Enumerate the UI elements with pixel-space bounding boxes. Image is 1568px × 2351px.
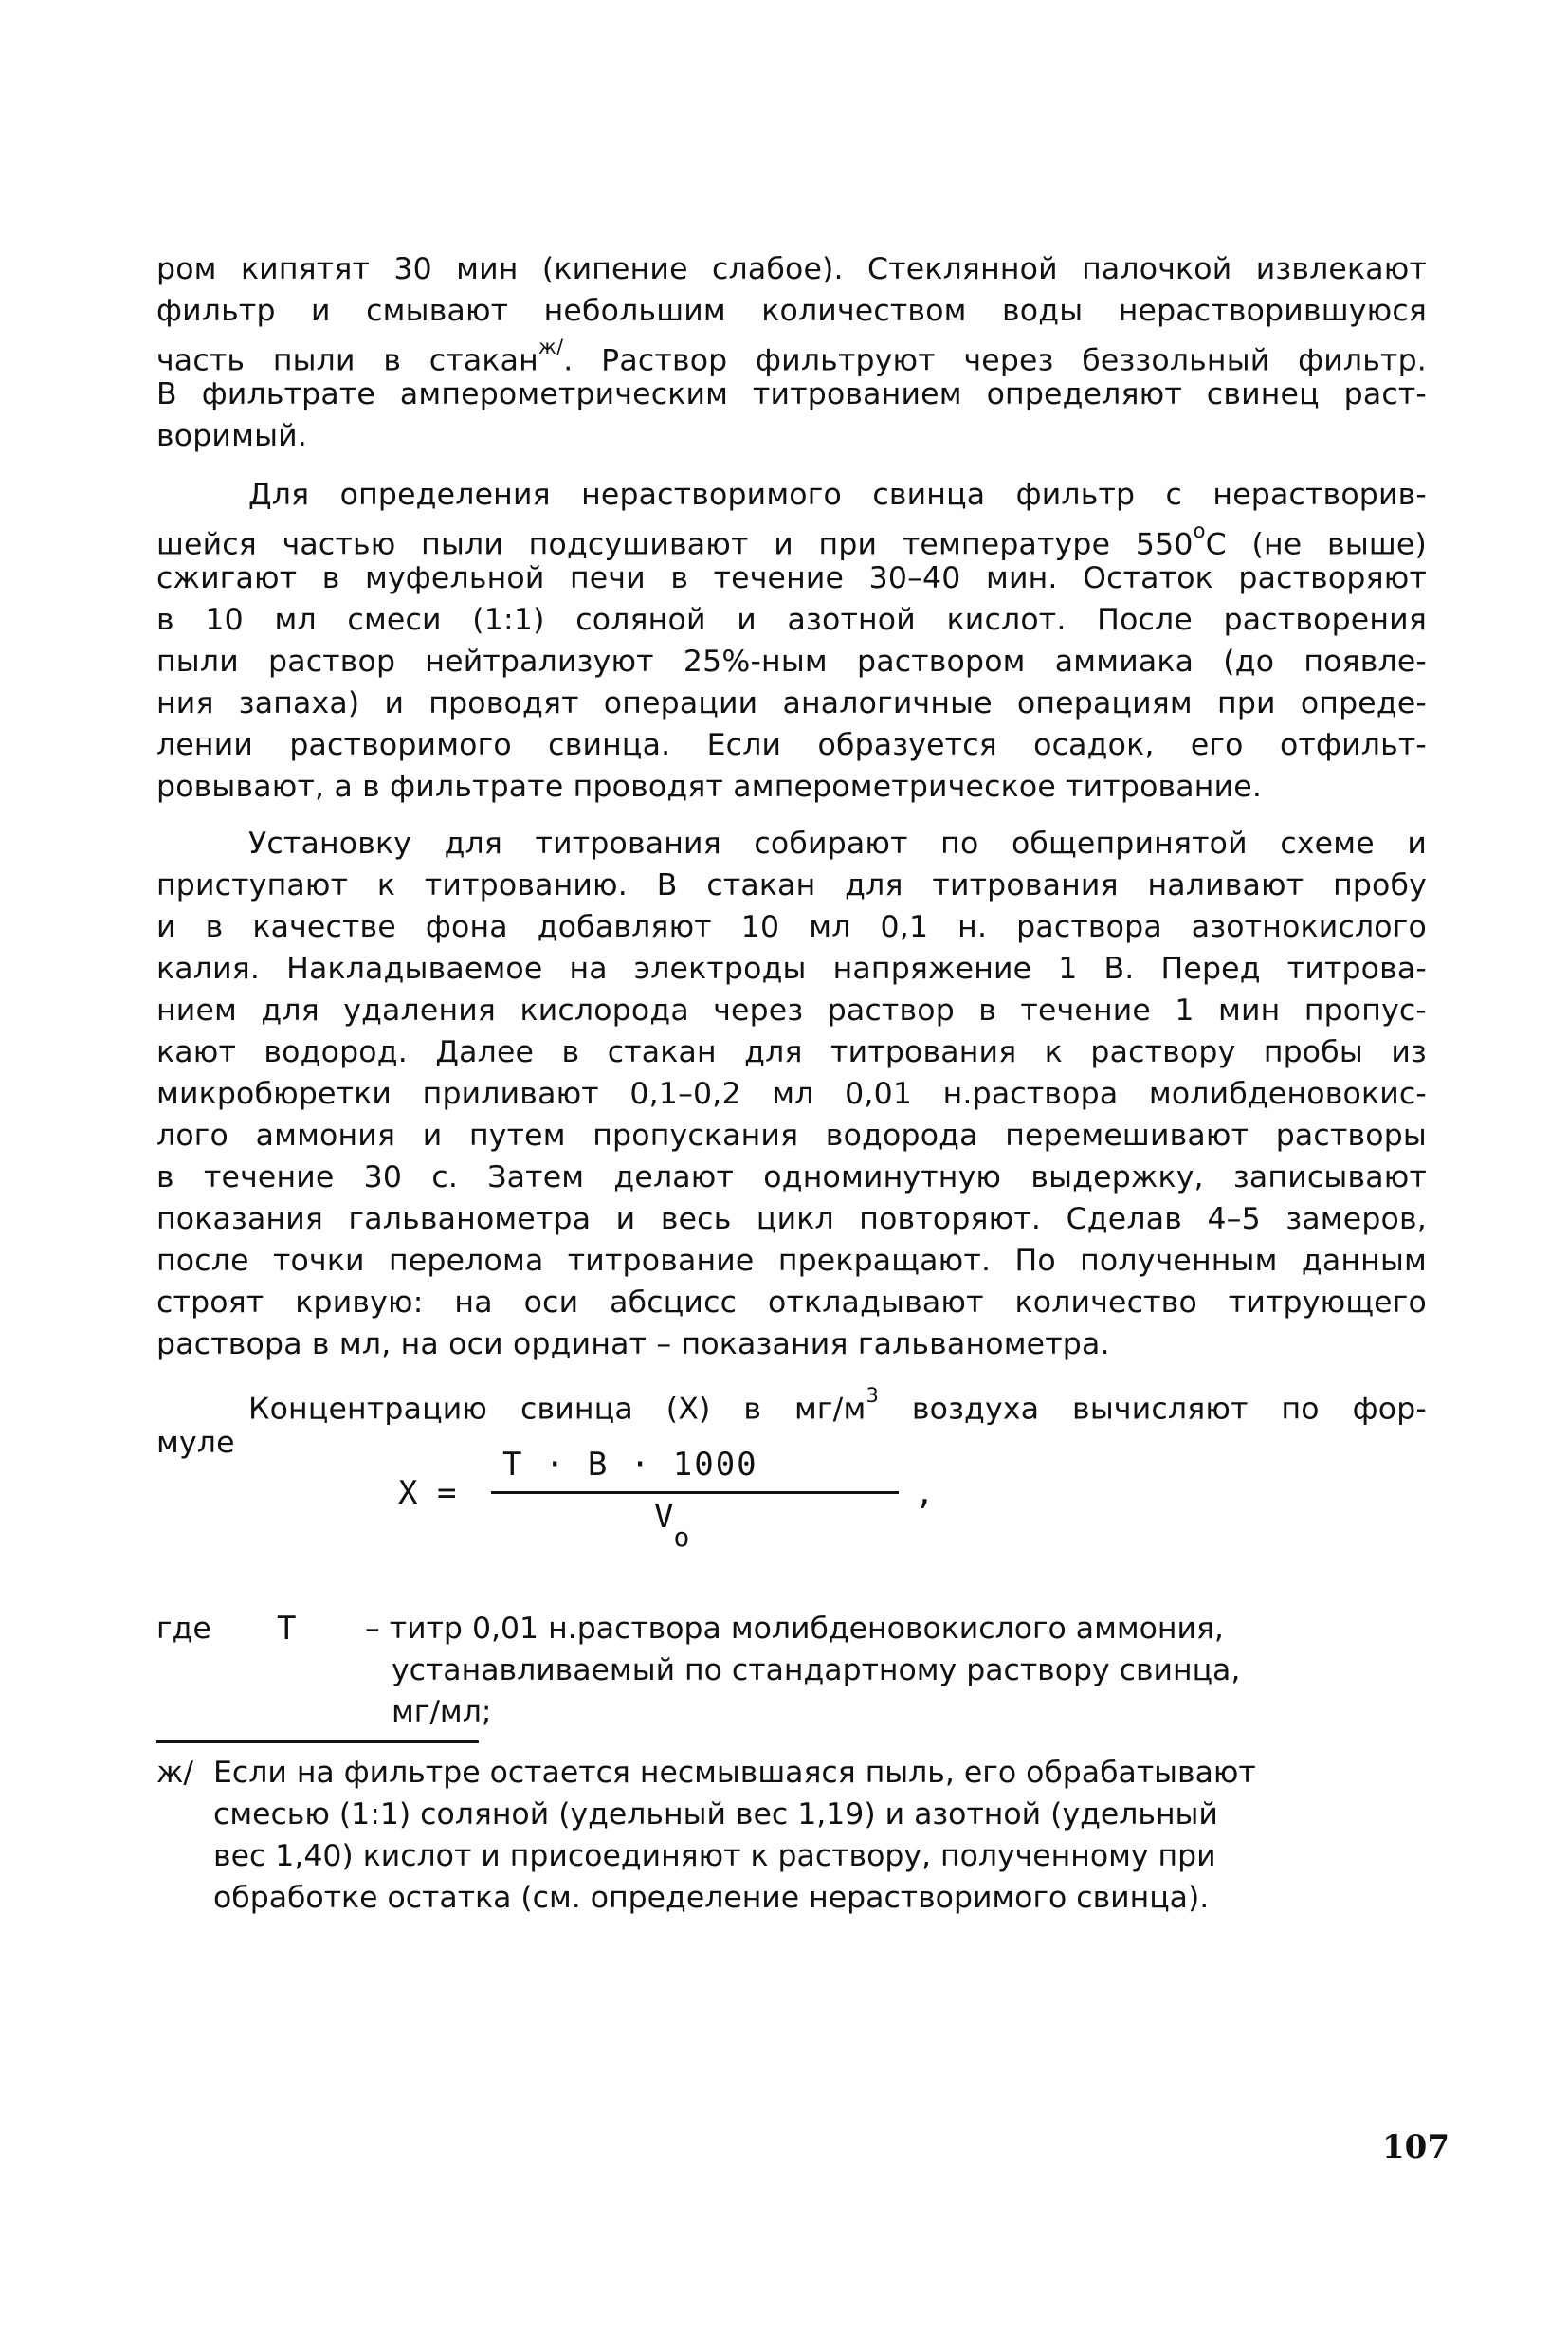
superscript-3: 3 bbox=[866, 1384, 879, 1407]
text-line: воримый. bbox=[156, 419, 308, 453]
text-fragment: Концентрацию свинца (X) в мг/м bbox=[248, 1392, 866, 1427]
formula-trailing-comma: , bbox=[915, 1474, 935, 1512]
degree-mark: о bbox=[1193, 519, 1206, 542]
text-line: нием для удаления кислорода через раствор в течение 1 мин пропус- bbox=[156, 993, 1427, 1028]
text-line: муле bbox=[156, 1426, 235, 1460]
footnote-line: вес 1,40) кислот и присоединяют к раствору, полученному при bbox=[213, 1839, 1216, 1873]
formula-numerator: T · B · 1000 bbox=[502, 1446, 758, 1484]
text-line: Установку для титрования собирают по общепринятой схеме и bbox=[248, 827, 1427, 861]
text-line: после точки перелома титрование прекращают. По полученным данным bbox=[156, 1244, 1427, 1278]
text-line: в 10 мл смеси (1:1) соляной и азотной кислот. После растворения bbox=[156, 603, 1427, 637]
formula-lhs: X = bbox=[398, 1474, 457, 1512]
text-fragment: часть пыли в стакан bbox=[156, 343, 538, 378]
text-line: ния запаха) и проводят операции аналогичные операциям при опреде- bbox=[156, 686, 1427, 720]
footnote-rule bbox=[156, 1740, 479, 1743]
formula-denominator-sub: o bbox=[673, 1521, 690, 1553]
text-line: лого аммония и путем пропускания водорода перемешивают растворы bbox=[156, 1119, 1427, 1153]
text-fragment: воздуха вычисляют по фор- bbox=[879, 1392, 1427, 1427]
text-line: показания гальванометра и весь цикл повторяют. Сделав 4–5 замеров, bbox=[156, 1202, 1427, 1236]
definition-line: устанавливаемый по стандартному раствору свинца, bbox=[392, 1653, 1241, 1687]
text-line: микробюретки приливают 0,1–0,2 мл 0,01 н.раствора молибденовокис- bbox=[156, 1077, 1427, 1111]
text-line: ровывают, а в фильтрате проводят амперометрическое титрование. bbox=[156, 770, 1263, 804]
text-line: сжигают в муфельной печи в течение 30–40 мин. Остаток растворяют bbox=[156, 561, 1427, 595]
text-line: строят кривую: на оси абсцисс откладывают количество титрующего bbox=[156, 1285, 1427, 1320]
text-line: фильтр и смывают небольшим количеством воды нерастворившуюся bbox=[156, 294, 1427, 328]
text-line: приступают к титрованию. В стакан для титрования наливают пробу bbox=[156, 868, 1427, 902]
footnote-mark: ж/ bbox=[538, 336, 564, 358]
text-line: раствора в мл, на оси ординат – показания гальванометра. bbox=[156, 1327, 1110, 1361]
text-fragment: . Раствор фильтруют через беззольный фильтр. bbox=[563, 343, 1427, 378]
text-line: В фильтрате амперометрическим титрованием определяют свинец раст- bbox=[156, 377, 1427, 411]
footnote-line: Если на фильтре остается несмывшаяся пыль, его обрабатывают bbox=[213, 1756, 1256, 1790]
text-line: калия. Накладываемое на электроды напряжение 1 В. Перед титрова- bbox=[156, 952, 1427, 986]
definition-line: мг/мл; bbox=[392, 1695, 492, 1729]
footnote-line: обработке остатка (см. определение нерастворимого свинца). bbox=[213, 1881, 1210, 1915]
text-line: Для определения нерастворимого свинца фильтр с нерастворив- bbox=[248, 478, 1427, 512]
text-fragment: шейся частью пыли подсушивают и при температуре 550 bbox=[156, 527, 1194, 562]
where-label: где bbox=[156, 1612, 211, 1646]
text-line: в течение 30 с. Затем делают одноминутную выдержку, записывают bbox=[156, 1160, 1427, 1194]
footnote-line: смесью (1:1) соляной (удельный вес 1,19) и азотной (удельный bbox=[213, 1797, 1218, 1832]
text-fragment: С (не выше) bbox=[1205, 527, 1427, 562]
formula-denominator-var: V bbox=[654, 1498, 674, 1536]
text-line: пыли раствор нейтрализуют 25%-ным раствором аммиака (до появле- bbox=[156, 645, 1427, 679]
definition-line: – титр 0,01 н.раствора молибденовокислого аммония, bbox=[365, 1612, 1224, 1646]
text-line: кают водород. Далее в стакан для титрования к раствору пробы из bbox=[156, 1035, 1427, 1069]
definition-symbol: T bbox=[277, 1610, 297, 1648]
text-line: и в качестве фона добавляют 10 мл 0,1 н. раствора азотнокислого bbox=[156, 910, 1427, 944]
footnote-mark: ж/ bbox=[156, 1756, 193, 1790]
text-line: лении растворимого свинца. Если образуется осадок, его отфильт- bbox=[156, 728, 1427, 762]
formula bbox=[398, 1446, 967, 1559]
text-line: ром кипятят 30 мин (кипение слабое). Стеклянной палочкой извлекают bbox=[156, 252, 1427, 286]
fraction-bar bbox=[491, 1491, 899, 1494]
page-number: 107 bbox=[1382, 2128, 1449, 2166]
formula-denominator bbox=[654, 1498, 690, 1553]
